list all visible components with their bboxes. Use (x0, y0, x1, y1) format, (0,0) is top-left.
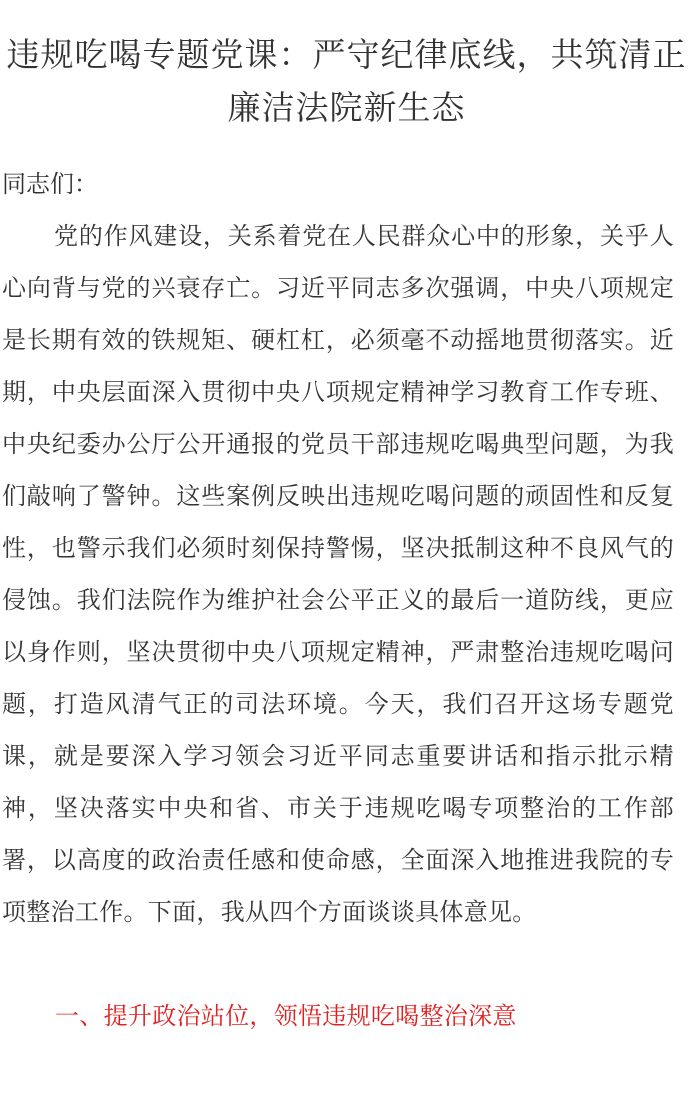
body-paragraph: 党的作风建设，关系着党在人民群众心中的形象，关乎人心向背与党的兴衰存亡。习近平同志多次强调，中央八项规定是长期有效的铁规矩、硬杠杠，必须毫不动摇地贯彻落实。近期，中央层面深入贯彻中央八项规定精神学习教育工作专班、中央纪委办公厅公开通报的党员干部违规吃喝典型问题，为我们敲响了警钟。这些案例反映出违规吃喝问题的顽固性和反复性，也警示我们必须时刻保持警惕，坚决抵制这种不良风气的侵蚀。我们法院作为维护社会公平正义的最后一道防线，更应以身作则，坚决贯彻中央八项规定精神，严肃整治违规吃喝问题，打造风清气正的司法环境。今天，我们召开这场专题党课，就是要深入学习领会习近平同志重要讲话和指示批示精神，坚决落实中央和省、市关于违规吃喝专项整治的工作部署，以高度的政治责任感和使命感，全面深入地推进我院的专项整治工作。下面，我从四个方面谈谈具体意见。 (2, 222, 674, 926)
section-heading: 一、提升政治站位，领悟违规吃喝整治深意 (55, 1002, 517, 1030)
article-title: 违规吃喝专题党课：严守纪律底线，共筑清正廉洁法院新生态 (6, 35, 687, 127)
greeting: 同志们： (2, 170, 98, 198)
